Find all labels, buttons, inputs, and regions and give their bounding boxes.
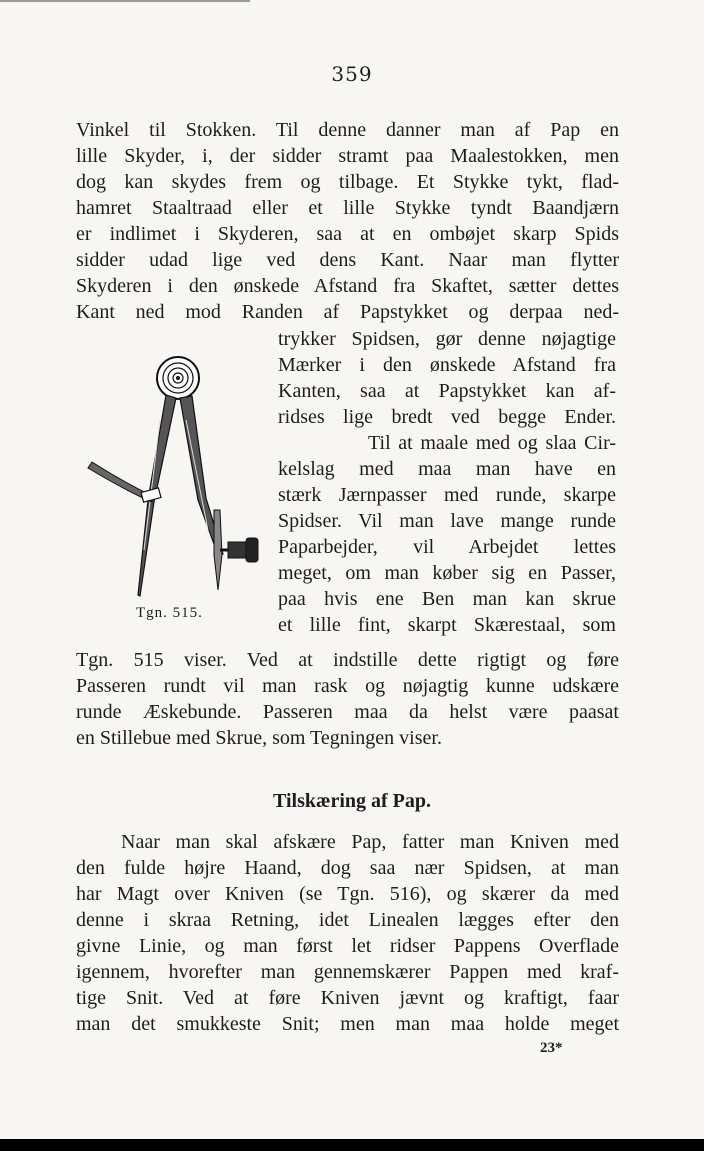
- text-line: Spidser. Vil man lave mange runde: [278, 510, 616, 532]
- text-line: Tgn. 515 viser. Ved at indstille dette rigtigt og føre: [76, 649, 619, 671]
- text-line: paa hvis ene Ben man kan skrue: [278, 588, 616, 610]
- section-heading: Tilskæring af Pap.: [273, 790, 431, 812]
- paragraph-right-column: [278, 326, 616, 638]
- text-line: den fulde højre Haand, dog saa nær Spidsen, at man: [76, 857, 619, 879]
- page-number: 359: [331, 62, 373, 86]
- paragraph-3: [76, 829, 619, 1037]
- text-line: man det smukkeste Snit; men man maa holde meget: [76, 1013, 619, 1035]
- text-line: Kant ned mod Randen af Papstykket og derpaa ned-: [76, 301, 619, 323]
- text-line: Til at maale med og slaa Cir-: [368, 432, 616, 454]
- text-line: kelslag med maa man have en: [278, 458, 616, 480]
- text-line: givne Linie, og man først let ridser Pappens Overflade: [76, 935, 619, 957]
- scan-bottom-edge: [0, 1139, 704, 1151]
- paragraph-2: [76, 647, 619, 751]
- text-line: meget, om man køber sig en Passer,: [278, 562, 616, 584]
- compass-illustration: [80, 350, 270, 620]
- text-line: Kanten, saa at Papstykket kan af-: [278, 380, 616, 402]
- text-line: stærk Jærnpasser med runde, skarpe: [278, 484, 616, 506]
- text-line: hamret Staaltraad eller et lille Stykke tyndt Baandjærn: [76, 197, 619, 219]
- text-line: runde Æskebunde. Passeren maa da helst være paasat: [76, 701, 619, 723]
- text-line: trykker Spidsen, gør denne nøjagtige: [278, 328, 616, 350]
- text-line: en Stillebue med Skrue, som Tegningen viser.: [76, 727, 442, 749]
- printer-signature: 23*: [540, 1040, 563, 1056]
- text-line: lille Skyder, i, der sidder stramt paa Maalestokken, men: [76, 145, 619, 167]
- text-line: dog kan skydes frem og tilbage. Et Stykke tykt, flad-: [76, 171, 619, 193]
- text-line: Vinkel til Stokken. Til denne danner man af Pap en: [76, 119, 619, 141]
- text-line: sidder udad lige ved dens Kant. Naar man flytter: [76, 249, 619, 271]
- text-line: ridses lige bredt ved begge Ender.: [278, 406, 616, 428]
- text-line: igennem, hvorefter man gennemskærer Pappen med kraf-: [76, 961, 619, 983]
- text-line: er indlimet i Skyderen, saa at en ombøjet skarp Spids: [76, 223, 619, 245]
- text-line: Mærker i den ønskede Afstand fra: [278, 354, 616, 376]
- text-line: tige Snit. Ved at føre Kniven jævnt og kraftigt, faar: [76, 987, 619, 1009]
- text-line: har Magt over Kniven (se Tgn. 516), og skærer da med: [76, 883, 619, 905]
- figure-caption: Tgn. 515.: [136, 605, 203, 621]
- text-line: denne i skraa Retning, idet Linealen lægges efter den: [76, 909, 619, 931]
- text-line: Paparbejder, vil Arbejdet lettes: [278, 536, 616, 558]
- text-line: Naar man skal afskære Pap, fatter man Kniven med: [121, 831, 619, 853]
- text-line: et lille fint, skarpt Skærestaal, som: [278, 614, 616, 636]
- paragraph-1: [76, 117, 619, 325]
- text-line: Passeren rundt vil man rask og nøjagtig kunne udskære: [76, 675, 619, 697]
- scan-edge-line: [0, 0, 250, 2]
- text-line: Skyderen i den ønskede Afstand fra Skaftet, sætter dettes: [76, 275, 619, 297]
